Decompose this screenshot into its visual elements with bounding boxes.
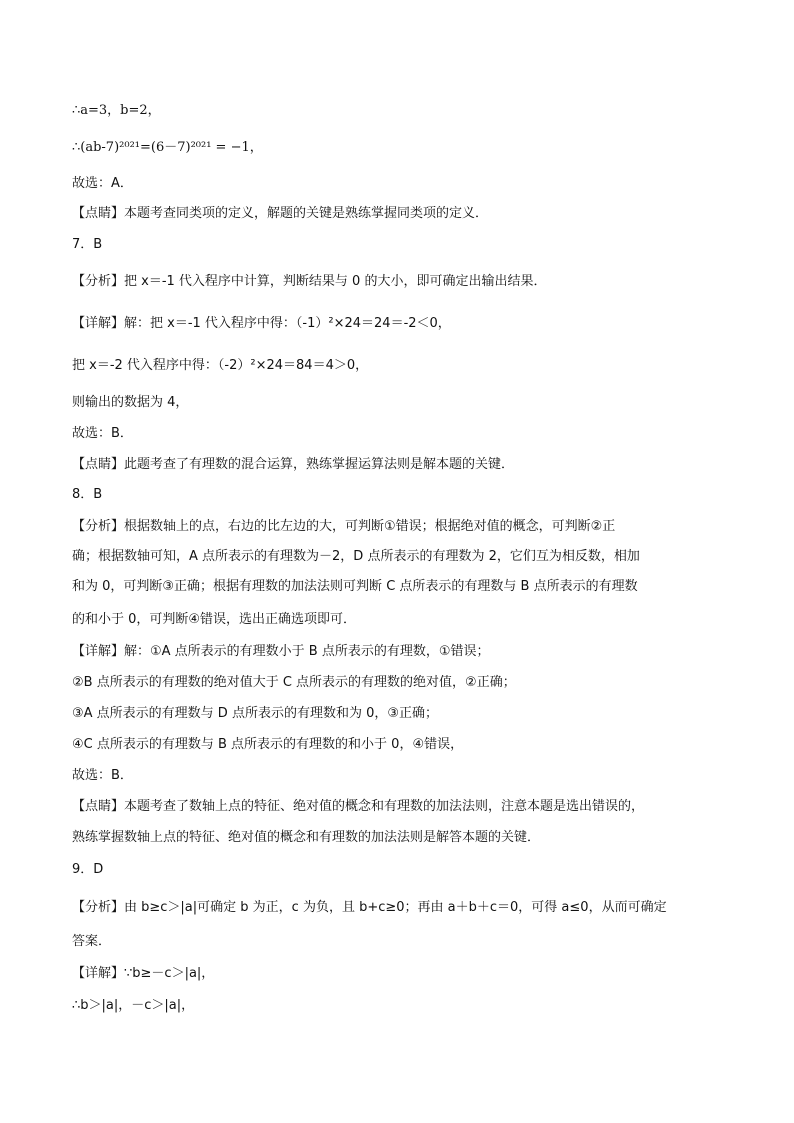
text-line-6: 【分析】把 x＝-1 代入程序中计算，判断结果与 0 的大小，即可确定出输出结果． [72,274,547,289]
text-line-14: 确；根据数轴可知，A 点所表示的有理数为－2，D 点所表示的有理数为 2，它们互为相反数，相加 [72,549,640,564]
text-line-20: ④C 点所表示的有理数与 B 点所表示的有理数的和小于 0，④错误， [72,737,464,752]
text-line-26: 答案． [72,934,112,949]
text-line-9: 则输出的数据为 4， [72,395,189,410]
text-line-10: 故选：B． [72,426,133,441]
text-line-23: 熟练掌握数轴上点的特征、绝对值的概念和有理数的加法法则是解答本题的关键． [72,830,541,845]
text-line-15: 和为 0，可判断③正确；根据有理数的加法法则可判断 C 点所表示的有理数与 B 点所表示的有理数 [72,579,638,594]
text-line-21: 故选：B． [72,768,133,783]
text-line-13: 【分析】根据数轴上的点，右边的比左边的大，可判断①错误；根据绝对值的概念，可判断②正 [72,519,616,534]
text-line-11: 【点睛】此题考查了有理数的混合运算，熟练掌握运算法则是解本题的关键． [72,457,515,472]
text-line-22: 【点睛】本题考查了数轴上点的特征、绝对值的概念和有理数的加法法则，注意本题是选出错误的， [72,799,645,814]
question-8-answer: 8．B [72,487,103,502]
text-line-16: 的和小于 0，可判断④错误，选出正确选项即可． [72,612,357,627]
text-line-4: 【点睛】本题考查同类项的定义，解题的关键是熟练掌握同类项的定义． [72,206,489,221]
text-line-19: ③A 点所表示的有理数与 D 点所表示的有理数和为 0，③正确； [72,706,439,721]
text-line-2: ∴(ab-7)²⁰²¹=(6－7)²⁰²¹ = −1， [72,140,263,155]
text-line-3: 故选：A． [72,176,133,191]
text-line-28: ∴b＞|a|，－c＞|a|， [72,998,195,1013]
text-line-18: ②B 点所表示的有理数的绝对值大于 C 点所表示的有理数的绝对值，②正确； [72,675,516,690]
text-line-1: ∴a=3，b=2， [72,103,161,118]
question-9-answer: 9．D [72,862,104,877]
question-7-answer: 7．B [72,237,103,252]
text-line-7: 【详解】解：把 x＝-1 代入程序中得：（-1）²×24＝24＝-2＜0， [72,316,451,331]
text-line-25: 【分析】由 b≥c＞|a|可确定 b 为正，c 为负，且 b+c≥0；再由 a＋b＋c＝0，可得 a≤0，从而可确定 [72,900,667,915]
text-line-8: 把 x＝-2 代入程序中得：（-2）²×24＝84＝4＞0， [72,358,369,373]
text-line-27: 【详解】∵b≥－c＞|a|， [72,966,215,981]
text-line-17: 【详解】解：①A 点所表示的有理数小于 B 点所表示的有理数，①错误； [72,644,490,659]
